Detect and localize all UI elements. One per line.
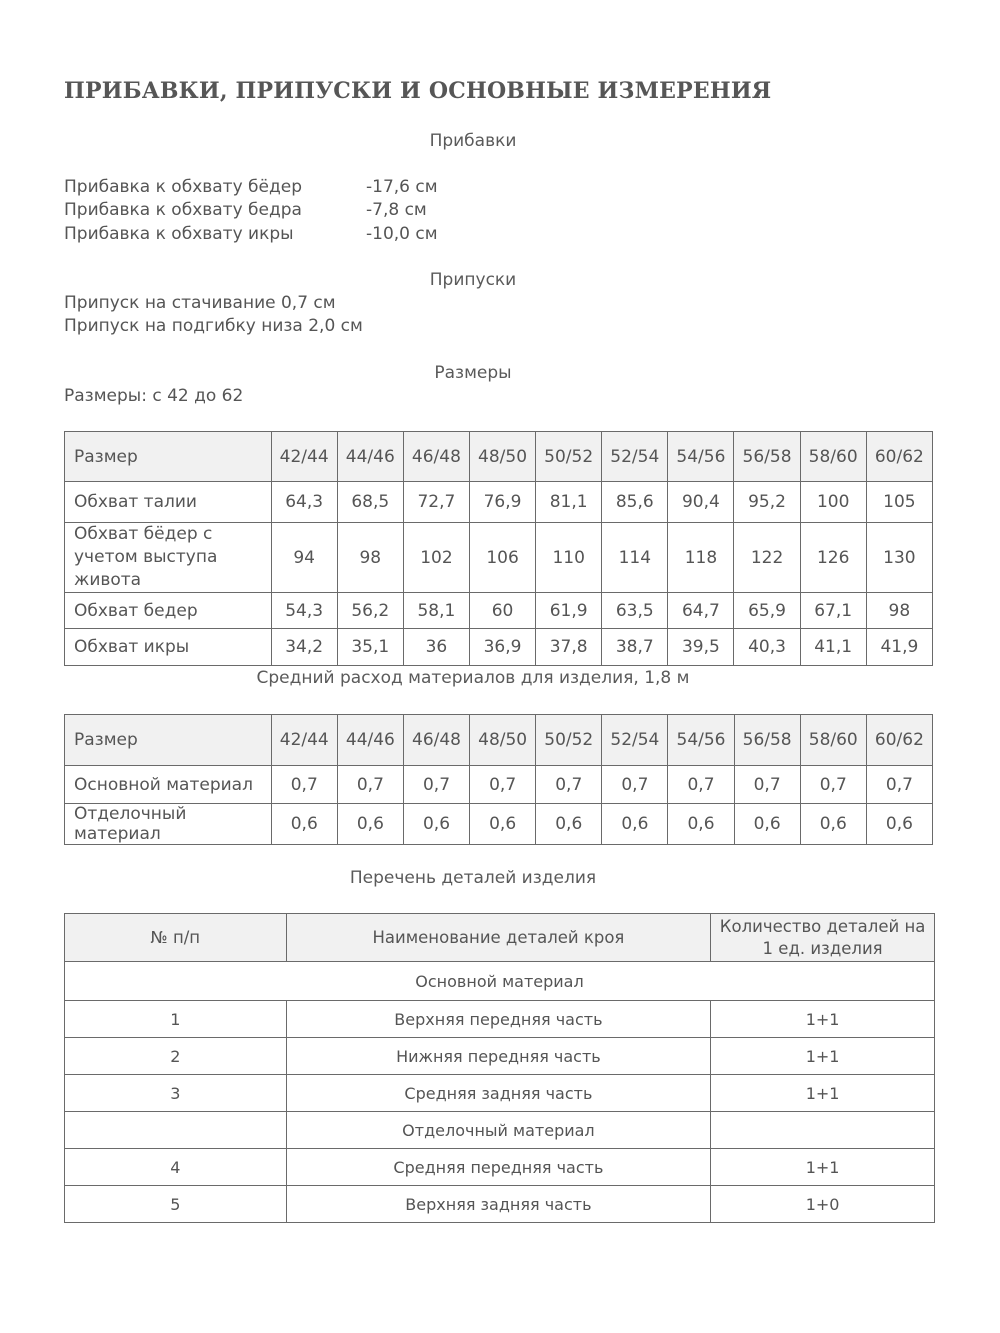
table-cell: 0,6 bbox=[668, 804, 734, 845]
materials-heading: Средний расход материалов для изделия, 1,8 м bbox=[256, 668, 690, 688]
table-cell: 85,6 bbox=[602, 482, 668, 523]
table-row bbox=[65, 1001, 935, 1038]
seam-item: Припуск на стачивание 0,7 см bbox=[64, 293, 336, 313]
group-row bbox=[65, 962, 935, 1001]
table-cell: 0,6 bbox=[470, 804, 536, 845]
table-cell: 122 bbox=[734, 523, 800, 593]
table-cell: 94 bbox=[271, 523, 337, 593]
table-cell: 67,1 bbox=[800, 593, 866, 629]
detail-name: Средняя задняя часть bbox=[286, 1075, 711, 1112]
detail-name: Верхняя передняя часть bbox=[286, 1001, 711, 1038]
header-cell: 56/58 bbox=[734, 715, 800, 766]
table-row bbox=[65, 1038, 935, 1075]
table-cell: 0,7 bbox=[866, 766, 932, 804]
group-row bbox=[65, 1112, 935, 1149]
detail-name: Верхняя задняя часть bbox=[286, 1186, 711, 1223]
table-row bbox=[65, 593, 933, 629]
empty-cell bbox=[65, 1112, 287, 1149]
table-row bbox=[65, 523, 933, 593]
allowance-label: Прибавка к обхвату бёдер bbox=[64, 177, 302, 197]
table-cell: 0,6 bbox=[271, 804, 337, 845]
table-cell: 90,4 bbox=[668, 482, 734, 523]
table-row bbox=[65, 1075, 935, 1112]
table-cell: 118 bbox=[668, 523, 734, 593]
detail-number: 1 bbox=[65, 1001, 287, 1038]
row-label: Обхват бедер bbox=[65, 593, 272, 629]
table-cell: 40,3 bbox=[734, 629, 800, 666]
allowances-heading: Прибавки bbox=[429, 131, 517, 151]
table-row bbox=[65, 1186, 935, 1223]
table-cell: 100 bbox=[800, 482, 866, 523]
seams-heading: Припуски bbox=[429, 270, 517, 290]
header-cell: 54/56 bbox=[668, 432, 734, 482]
table-cell: 95,2 bbox=[734, 482, 800, 523]
group-title: Основной материал bbox=[65, 962, 935, 1001]
table-cell: 72,7 bbox=[403, 482, 469, 523]
row-label: Обхват талии bbox=[65, 482, 272, 523]
detail-name: Средняя передняя часть bbox=[286, 1149, 711, 1186]
table-cell: 0,6 bbox=[734, 804, 800, 845]
detail-number: 2 bbox=[65, 1038, 287, 1075]
sizes-heading: Размеры bbox=[434, 363, 512, 383]
header-cell: 44/46 bbox=[337, 715, 403, 766]
detail-count: 1+0 bbox=[711, 1186, 935, 1223]
table-cell: 0,7 bbox=[800, 766, 866, 804]
header-cell: Размер bbox=[65, 715, 272, 766]
table-cell: 34,2 bbox=[271, 629, 337, 666]
header-cell: 50/52 bbox=[536, 715, 602, 766]
table-cell: 68,5 bbox=[337, 482, 403, 523]
table-cell: 0,7 bbox=[602, 766, 668, 804]
allowance-label: Прибавка к обхвату бедра bbox=[64, 200, 302, 220]
table-cell: 0,7 bbox=[536, 766, 602, 804]
detail-number: 3 bbox=[65, 1075, 287, 1112]
header-cell: Количество деталей на 1 ед. изделия bbox=[711, 914, 935, 962]
header-cell: 58/60 bbox=[800, 432, 866, 482]
row-label: Основной материал bbox=[65, 766, 272, 804]
table-row bbox=[65, 804, 933, 845]
header-cell: 56/58 bbox=[734, 432, 800, 482]
header-cell: № п/п bbox=[65, 914, 287, 962]
sizes-range: Размеры: с 42 до 62 bbox=[64, 386, 244, 406]
allowance-value: -7,8 см bbox=[366, 200, 427, 220]
table-cell: 105 bbox=[866, 482, 932, 523]
table-cell: 65,9 bbox=[734, 593, 800, 629]
header-cell: 48/50 bbox=[470, 715, 536, 766]
header-cell: 52/54 bbox=[602, 432, 668, 482]
table-cell: 126 bbox=[800, 523, 866, 593]
sizes-table bbox=[64, 431, 933, 666]
table-cell: 0,6 bbox=[536, 804, 602, 845]
row-label: Отделочный материал bbox=[65, 804, 272, 845]
detail-count: 1+1 bbox=[711, 1149, 935, 1186]
table-cell: 64,3 bbox=[271, 482, 337, 523]
table-cell: 41,1 bbox=[800, 629, 866, 666]
details-heading: Перечень деталей изделия bbox=[349, 868, 597, 888]
table-cell: 41,9 bbox=[866, 629, 932, 666]
table-cell: 0,6 bbox=[866, 804, 932, 845]
row-label: Обхват икры bbox=[65, 629, 272, 666]
detail-count: 1+1 bbox=[711, 1001, 935, 1038]
table-cell: 39,5 bbox=[668, 629, 734, 666]
page-title: ПРИБАВКИ, ПРИПУСКИ И ОСНОВНЫЕ ИЗМЕРЕНИЯ bbox=[64, 78, 772, 104]
table-cell: 110 bbox=[536, 523, 602, 593]
empty-cell bbox=[711, 1112, 935, 1149]
allowance-value: -17,6 см bbox=[366, 177, 438, 197]
table-row bbox=[65, 482, 933, 523]
table-cell: 0,6 bbox=[337, 804, 403, 845]
header-cell: 46/48 bbox=[403, 432, 469, 482]
allowance-label: Прибавка к обхвату икры bbox=[64, 224, 294, 244]
table-cell: 36,9 bbox=[469, 629, 535, 666]
table-cell: 63,5 bbox=[602, 593, 668, 629]
table-cell: 76,9 bbox=[469, 482, 535, 523]
table-cell: 0,6 bbox=[602, 804, 668, 845]
table-cell: 0,7 bbox=[403, 766, 469, 804]
seam-item: Припуск на подгибку низа 2,0 см bbox=[64, 316, 363, 336]
table-cell: 0,7 bbox=[337, 766, 403, 804]
table-header-row bbox=[65, 432, 933, 482]
header-cell: 50/52 bbox=[536, 432, 602, 482]
table-cell: 98 bbox=[866, 593, 932, 629]
header-cell: 60/62 bbox=[866, 432, 932, 482]
table-cell: 54,3 bbox=[271, 593, 337, 629]
table-row bbox=[65, 766, 933, 804]
details-table bbox=[64, 913, 935, 1223]
header-cell: 46/48 bbox=[403, 715, 469, 766]
table-cell: 98 bbox=[337, 523, 403, 593]
header-cell: 52/54 bbox=[602, 715, 668, 766]
table-cell: 106 bbox=[469, 523, 535, 593]
detail-count: 1+1 bbox=[711, 1075, 935, 1112]
materials-table bbox=[64, 714, 933, 845]
header-cell: 58/60 bbox=[800, 715, 866, 766]
table-cell: 56,2 bbox=[337, 593, 403, 629]
table-row bbox=[65, 1149, 935, 1186]
header-cell: 42/44 bbox=[271, 432, 337, 482]
table-cell: 37,8 bbox=[536, 629, 602, 666]
allowance-value: -10,0 см bbox=[366, 224, 438, 244]
table-cell: 114 bbox=[602, 523, 668, 593]
header-cell: 48/50 bbox=[469, 432, 535, 482]
group-title: Отделочный материал bbox=[286, 1112, 711, 1149]
row-label: Обхват бёдер с учетом выступа живота bbox=[65, 523, 272, 593]
header-cell: 42/44 bbox=[271, 715, 337, 766]
table-header-row bbox=[65, 715, 933, 766]
table-cell: 0,7 bbox=[271, 766, 337, 804]
table-cell: 58,1 bbox=[403, 593, 469, 629]
table-cell: 102 bbox=[403, 523, 469, 593]
header-cell: Наименование деталей кроя bbox=[286, 914, 711, 962]
table-cell: 0,7 bbox=[668, 766, 734, 804]
detail-number: 4 bbox=[65, 1149, 287, 1186]
table-cell: 64,7 bbox=[668, 593, 734, 629]
table-cell: 0,7 bbox=[470, 766, 536, 804]
header-cell: 44/46 bbox=[337, 432, 403, 482]
table-cell: 0,7 bbox=[734, 766, 800, 804]
detail-name: Нижняя передняя часть bbox=[286, 1038, 711, 1075]
header-cell: 60/62 bbox=[866, 715, 932, 766]
table-cell: 0,6 bbox=[403, 804, 469, 845]
table-cell: 60 bbox=[469, 593, 535, 629]
table-cell: 0,6 bbox=[800, 804, 866, 845]
table-header-row bbox=[65, 914, 935, 962]
table-cell: 61,9 bbox=[536, 593, 602, 629]
header-cell: Размер bbox=[65, 432, 272, 482]
table-cell: 38,7 bbox=[602, 629, 668, 666]
table-cell: 130 bbox=[866, 523, 932, 593]
header-cell: 54/56 bbox=[668, 715, 734, 766]
detail-count: 1+1 bbox=[711, 1038, 935, 1075]
table-cell: 81,1 bbox=[536, 482, 602, 523]
table-row bbox=[65, 629, 933, 666]
table-cell: 36 bbox=[403, 629, 469, 666]
table-cell: 35,1 bbox=[337, 629, 403, 666]
detail-number: 5 bbox=[65, 1186, 287, 1223]
